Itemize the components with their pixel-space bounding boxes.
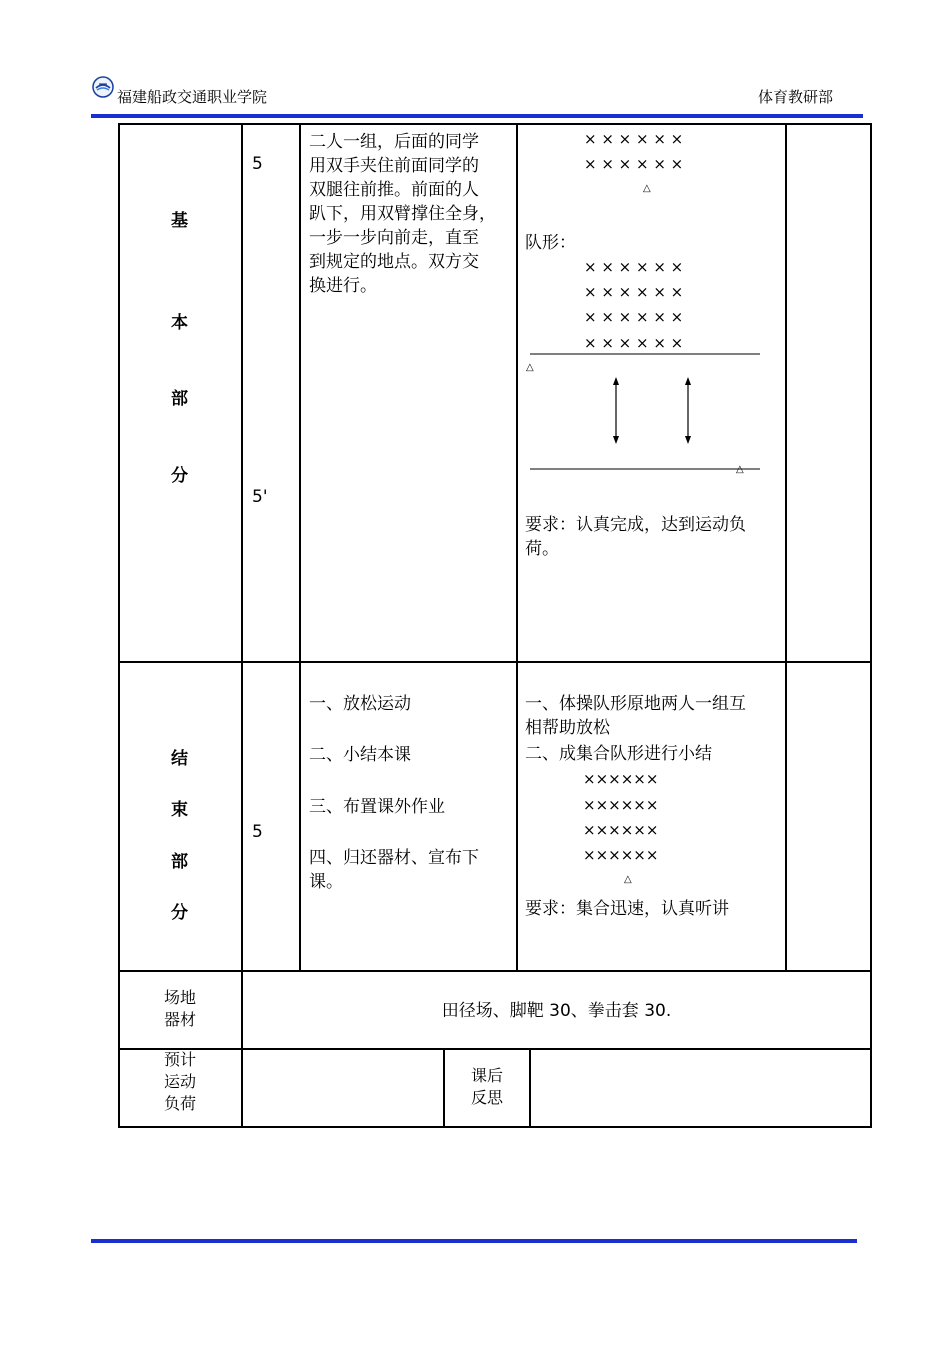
formation-row: × × × × × × (584, 308, 684, 326)
ending-section-label-1: 结 (171, 749, 188, 769)
teacher-mark: △ (526, 362, 534, 373)
main-section-label-1: 基 (171, 211, 188, 231)
formation-row: × × × × × × (584, 155, 684, 173)
footer-rule (91, 1239, 857, 1243)
formation-row: ×××××× (583, 796, 659, 814)
equipment-label: 场地 器材 (163, 988, 196, 1029)
ending-section-label-3: 部 (171, 852, 188, 872)
department-name: 体育教研部 (758, 88, 834, 106)
main-time-2: 5' (252, 487, 268, 507)
equipment-value: 田径场、脚靶 30、拳击套 30. (441, 1001, 672, 1021)
run-diagram (520, 345, 770, 480)
formation-row: × × × × × × (584, 334, 684, 352)
teacher-mark: △ (643, 183, 651, 194)
main-time-1: 5 (252, 154, 263, 174)
formation-row: ×××××× (583, 846, 659, 864)
formation-row: × × × × × × (584, 130, 684, 148)
main-requirement: 要求：认真完成，达到运动负 (525, 515, 746, 535)
formation-row: × × × × × × (584, 258, 684, 276)
school-name: 福建船政交通职业学院 (117, 88, 268, 106)
teacher-mark: △ (736, 464, 744, 475)
formation-row: × × × × × × (584, 283, 684, 301)
ending-section-label-4: 分 (171, 903, 188, 923)
main-section-label-3: 部 (171, 389, 188, 409)
reflection-label: 课后 反思 (470, 1066, 503, 1107)
main-section-label-2: 本 (171, 313, 188, 333)
header-rule (91, 114, 863, 118)
formation-row: ×××××× (583, 770, 659, 788)
main-requirement: 荷。 (525, 539, 559, 559)
ending-requirement: 要求：集合迅速，认真听讲 (525, 899, 729, 919)
formation-label: 队形： (525, 233, 576, 253)
formation-row: ×××××× (583, 821, 659, 839)
main-section-label-4: 分 (171, 466, 188, 486)
load-label: 预计 运动 负荷 (163, 1050, 196, 1113)
ending-section-label-2: 束 (171, 800, 188, 820)
school-logo (92, 76, 114, 98)
ending-time: 5 (252, 822, 263, 842)
teacher-mark: △ (624, 874, 632, 885)
